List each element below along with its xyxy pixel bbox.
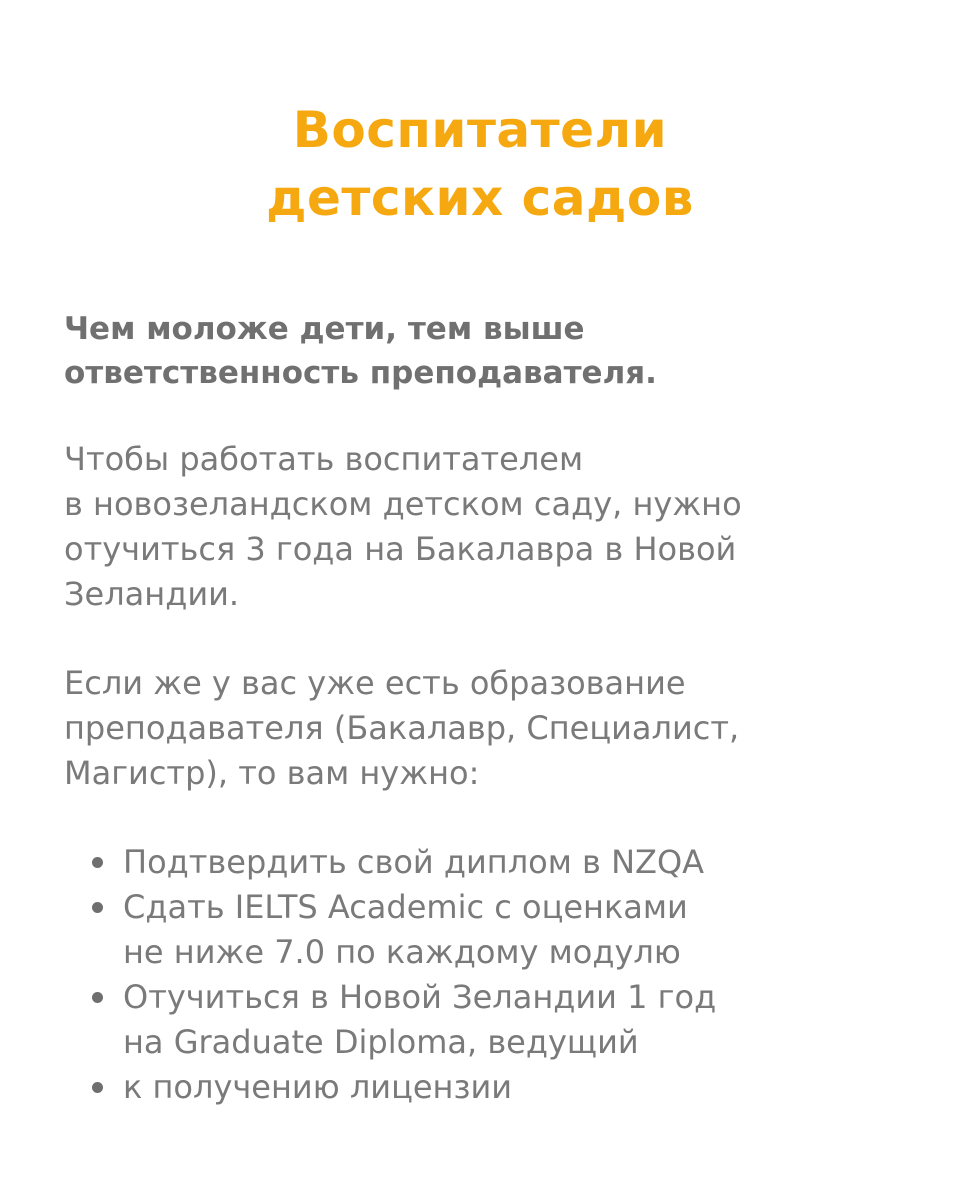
bullet-dot-icon [92,1082,103,1093]
list-item-text: Отучиться в Новой Зеландии 1 год [123,978,717,1016]
title-line-1: Воспитатели [292,101,668,159]
paragraph1-line-4: Зеландии. [64,575,240,613]
list-item-text-continued: на Graduate Diploma, ведущий [123,1023,639,1061]
list-item [64,885,884,975]
page-title [0,96,960,232]
paragraph1-line-2: в новозеландском детском саду, нужно [64,485,742,523]
bullet-dot-icon [92,857,103,868]
bullet-dot-icon [92,992,103,1003]
list-item [64,1065,884,1110]
list-item-text-continued: не ниже 7.0 по каждому модулю [123,933,681,971]
content-body [64,307,884,1110]
title-line-2: детских садов [266,169,694,227]
paragraph1-line-1: Чтобы работать воспитателем [64,440,584,478]
lead-line-1: Чем моложе дети, тем выше [64,311,585,347]
paragraph-requirements [64,437,884,617]
paragraph2-line-2: преподавателя (Бакалавр, Специалист, [64,709,740,747]
list-item [64,975,884,1065]
paragraph2-line-3: Магистр), то вам нужно: [64,754,480,792]
paragraph-existing-education [64,661,884,796]
paragraph1-line-3: отучиться 3 года на Бакалавра в Новой [64,530,737,568]
requirements-list [64,840,884,1110]
list-item-text: к получению лицензии [123,1068,513,1106]
list-item-text: Сдать IELTS Academic с оценками [123,888,688,926]
bullet-dot-icon [92,902,103,913]
lead-line-2: ответственность преподавателя. [64,355,657,391]
lead-statement [64,307,884,395]
list-item-text: Подтвердить свой диплом в NZQA [123,843,705,881]
paragraph2-line-1: Если же у вас уже есть образование [64,664,686,702]
list-item [64,840,884,885]
